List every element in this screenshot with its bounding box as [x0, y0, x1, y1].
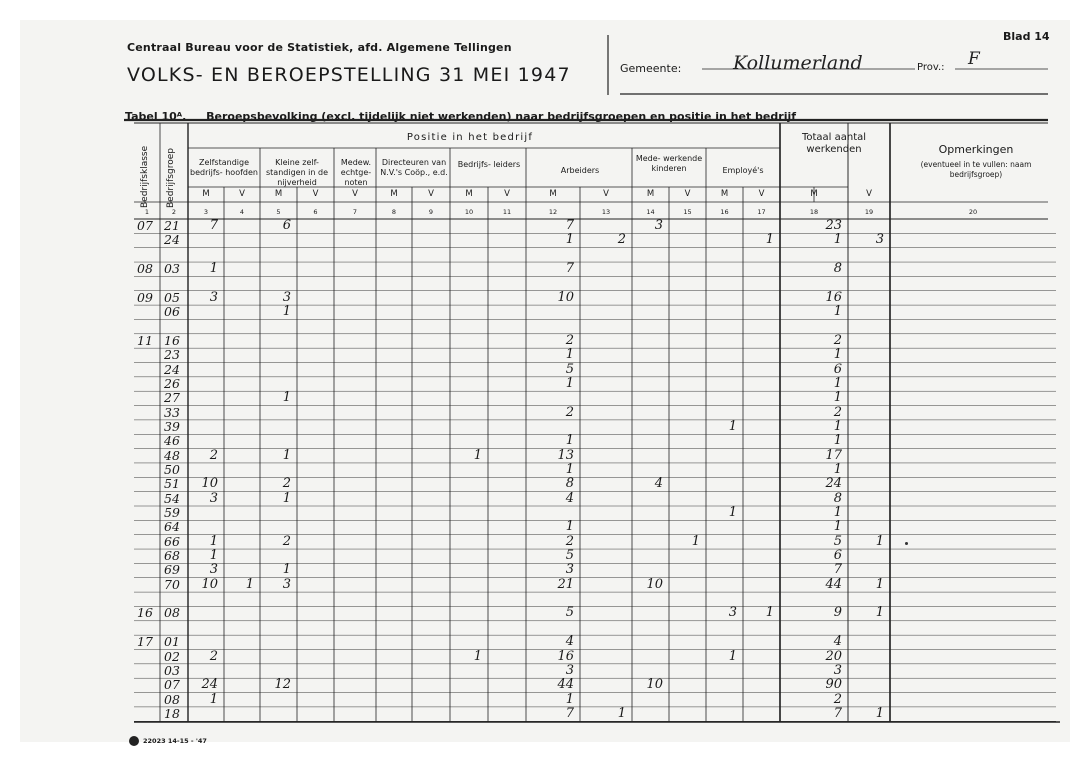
bedrijfsleiders-header: Bedrijfs- leiders — [457, 160, 521, 169]
cell-c3: 7 — [209, 218, 218, 233]
groep-code: 27 — [164, 390, 180, 406]
mv-subheader-v: V — [684, 189, 691, 199]
cell-c5: 3 — [282, 576, 291, 592]
column-number-12: 12 — [548, 208, 558, 216]
groep-code: 51 — [164, 476, 180, 492]
mv-subheader-m: M — [646, 189, 655, 199]
cell-c5: 6 — [282, 218, 291, 233]
cell-c3: 3 — [209, 289, 218, 305]
klasse-code: 09 — [137, 289, 153, 305]
cell-c14: 4 — [654, 476, 663, 492]
groep-code: 21 — [164, 218, 180, 233]
cell-c18: 8 — [833, 490, 842, 506]
cell-c12: 1 — [565, 519, 574, 535]
groep-code: 26 — [164, 375, 180, 391]
column-number-10: 10 — [464, 208, 474, 216]
cell-c19: 1 — [875, 705, 884, 721]
cell-c12: 21 — [557, 576, 574, 592]
cell-c12: 1 — [565, 347, 574, 363]
groep-code: 16 — [164, 332, 180, 348]
cell-c18: 1 — [833, 390, 842, 406]
groep-code: 03 — [164, 662, 180, 678]
mv-subheader-m: M — [810, 189, 818, 199]
cell-c5: 1 — [282, 390, 291, 406]
cell-c18: 24 — [825, 476, 842, 492]
groep-code: 08 — [164, 605, 180, 621]
klasse-code: 07 — [137, 218, 153, 233]
cell-c12: 13 — [557, 447, 574, 463]
cell-c18: 6 — [833, 361, 842, 377]
groep-code: 24 — [164, 232, 180, 248]
groep-code: 50 — [164, 461, 180, 477]
cell-c18: 3 — [833, 662, 842, 678]
cell-c18: 2 — [833, 691, 842, 707]
mv-subheader-v: V — [866, 189, 872, 199]
cell-c3: 10 — [201, 476, 218, 492]
cell-c18: 23 — [825, 218, 842, 233]
cell-c18: 7 — [833, 562, 842, 578]
cell-c12: 1 — [565, 375, 574, 391]
groep-code: 69 — [164, 562, 180, 578]
groep-code: 33 — [164, 404, 180, 420]
cell-c12: 8 — [565, 476, 574, 492]
cell-c18: 9 — [833, 605, 842, 621]
cell-c12: 5 — [565, 361, 574, 377]
employes-header: Employé's — [722, 166, 764, 175]
groep-code: 68 — [164, 548, 180, 564]
cell-c18: 1 — [833, 418, 842, 434]
cell-c3: 24 — [201, 677, 218, 693]
zelfstandige-header: Zelfstandige bedrijfs- hoofden — [190, 158, 258, 177]
sheet-number: Blad 14 — [1003, 30, 1050, 43]
groep-code: 24 — [164, 361, 180, 377]
positie-header: Positie in het bedrijf — [406, 132, 534, 143]
groep-code: 64 — [164, 519, 180, 535]
cell-c18: 8 — [833, 261, 842, 277]
cell-c12: 2 — [565, 332, 574, 348]
column-number-1: 1 — [144, 208, 150, 216]
cell-c17: 1 — [765, 232, 774, 248]
cell-c13: 1 — [617, 705, 626, 721]
mv-subheader-m: M — [390, 189, 398, 199]
cell-c12: 7 — [565, 261, 574, 277]
column-number-2: 2 — [171, 208, 177, 216]
cell-c12: 5 — [565, 605, 574, 621]
cell-c5: 3 — [282, 289, 291, 305]
groep-code: 03 — [164, 261, 180, 277]
bedrijfsgroep-header: Bedrijfsgroep — [166, 148, 176, 208]
table-title: Beroepsbevolking (excl. tijdelijk niet werkenden) naar bedrijfsgroepen en positie in het bedrijf — [206, 110, 797, 123]
cell-c12: 7 — [565, 218, 574, 233]
cell-c17: 1 — [765, 605, 774, 621]
cell-c12: 1 — [565, 461, 574, 477]
column-number-16: 16 — [720, 208, 729, 216]
cell-c3: 1 — [209, 548, 218, 564]
cell-c5: 1 — [282, 562, 291, 578]
cell-c12: 1 — [565, 691, 574, 707]
groep-code: 05 — [164, 289, 180, 305]
groep-code: 08 — [164, 691, 180, 707]
column-number-14: 14 — [646, 208, 655, 216]
column-number-4: 4 — [239, 208, 245, 216]
cell-c18: 90 — [825, 677, 842, 693]
bedrijfsklasse-header: Bedrijfsklasse — [140, 145, 150, 208]
column-number-7: 7 — [352, 208, 358, 216]
groep-code: 01 — [164, 634, 180, 650]
column-number-19: 19 — [864, 208, 874, 216]
mv-subheader-v: V — [603, 189, 609, 199]
cell-c12: 7 — [565, 705, 574, 721]
cell-c18: 1 — [833, 232, 842, 248]
mv-subheader-m: M — [720, 189, 729, 199]
cell-c18: 7 — [833, 705, 842, 721]
column-number-13: 13 — [601, 208, 611, 216]
cell-c18: 1 — [833, 519, 842, 535]
cell-c16: 1 — [728, 648, 737, 664]
groep-code: 18 — [164, 705, 180, 721]
cell-c12: 16 — [557, 648, 574, 664]
cell-c12: 2 — [565, 404, 574, 420]
cell-c18: 20 — [825, 648, 842, 664]
cell-c3: 1 — [209, 261, 218, 277]
census-title: VOLKS- EN BEROEPSTELLING 31 MEI 1947 — [127, 64, 571, 86]
directeuren-header: Directeuren van N.V.'s Coöp., e.d. — [380, 158, 448, 177]
medewerkende-kinderen-header: Mede- werkende kinderen — [635, 154, 703, 173]
cell-c12: 44 — [557, 677, 574, 693]
cell-c19: 1 — [875, 605, 884, 621]
cell-c12: 3 — [565, 662, 574, 678]
groep-code: 23 — [164, 347, 180, 363]
cell-c12: 1 — [565, 433, 574, 449]
printer-logo-icon — [129, 736, 139, 746]
opmerkingen-note: (eventueel in te vullen: naam bedrijfsgroep) — [920, 160, 1032, 179]
klasse-code: 08 — [137, 261, 153, 277]
cell-c12: 5 — [565, 548, 574, 564]
cell-c3: 1 — [209, 691, 218, 707]
organisation-line: Centraal Bureau voor de Statistiek, afd. Algemene Tellingen — [127, 41, 512, 54]
opmerkingen-header: Opmerkingen — [938, 143, 1014, 156]
cell-c16: 1 — [728, 505, 737, 520]
cell-c19: 3 — [875, 232, 884, 248]
cell-c5: 2 — [282, 476, 291, 492]
cell-c18: 17 — [825, 447, 842, 463]
cell-c10: 1 — [473, 648, 482, 664]
cell-c18: 16 — [825, 289, 842, 305]
mv-subheader-v: V — [428, 189, 434, 199]
groep-code: 59 — [164, 505, 180, 520]
mv-subheader-v: V — [758, 189, 765, 199]
cell-c18: 1 — [833, 461, 842, 477]
cell-c3: 2 — [209, 648, 218, 664]
cell-c16: 1 — [728, 418, 737, 434]
cell-c14: 10 — [646, 677, 663, 693]
groep-code: 06 — [164, 304, 180, 320]
mv-subheader-v: V — [352, 189, 358, 199]
cell-c19: 1 — [875, 533, 884, 549]
column-number-15: 15 — [683, 208, 692, 216]
cell-c13: 2 — [617, 232, 626, 248]
cell-c18: 44 — [825, 576, 842, 592]
cell-c19: 1 — [875, 576, 884, 592]
klasse-code: 16 — [137, 605, 153, 621]
column-number-8: 8 — [391, 208, 397, 216]
column-number-3: 3 — [203, 208, 209, 216]
gemeente-label: Gemeente: — [620, 62, 682, 75]
cell-c18: 4 — [833, 634, 842, 650]
cell-c12: 10 — [557, 289, 574, 305]
gemeente-value: Kollumerland — [733, 52, 863, 74]
cell-c3: 3 — [209, 490, 218, 506]
cell-c15: 1 — [691, 533, 700, 549]
groep-code: 46 — [164, 433, 180, 449]
cell-c12: 3 — [565, 562, 574, 578]
column-number-18: 18 — [809, 208, 819, 216]
column-number-5: 5 — [276, 208, 281, 216]
klasse-code: 17 — [137, 634, 153, 650]
column-number-20: 20 — [968, 208, 978, 216]
cell-c18: 1 — [833, 375, 842, 391]
cell-c16: 3 — [728, 605, 737, 621]
mv-subheader-v: V — [239, 189, 245, 199]
cell-c14: 3 — [654, 218, 663, 233]
province-value: F — [968, 49, 980, 69]
cell-c18: 1 — [833, 433, 842, 449]
cell-c12: 4 — [565, 490, 574, 506]
groep-code: 07 — [164, 677, 180, 693]
medew-echtgenoten-header: Medew. echtge- noten — [340, 158, 372, 187]
cell-c12: 1 — [565, 232, 574, 248]
groep-code: 39 — [164, 418, 180, 434]
cell-c18: 2 — [833, 404, 842, 420]
cell-c5: 1 — [282, 304, 291, 320]
mv-subheader-v: V — [312, 189, 319, 199]
cell-c3: 3 — [209, 562, 218, 578]
cell-c14: 10 — [646, 576, 663, 592]
cell-c5: 1 — [282, 447, 291, 463]
groep-code: 02 — [164, 648, 180, 664]
kleine-zelfstandigen-header: Kleine zelf- standigen in de nijverheid — [265, 158, 329, 187]
cell-c18: 6 — [833, 548, 842, 564]
groep-code: 66 — [164, 533, 180, 549]
cell-c18: 1 — [833, 304, 842, 320]
cell-c12: 2 — [565, 533, 574, 549]
groep-code: 48 — [164, 447, 180, 463]
printer-code: 22023 14-15 - '47 — [143, 737, 207, 745]
cell-c10: 1 — [473, 447, 482, 463]
column-number-9: 9 — [428, 208, 434, 216]
groep-code: 70 — [164, 576, 180, 592]
province-label: Prov.: — [917, 62, 945, 73]
cell-c5: 12 — [274, 677, 291, 693]
mv-subheader-m: M — [274, 189, 283, 199]
cell-c3: 2 — [209, 447, 218, 463]
cell-c3: 1 — [209, 533, 218, 549]
cell-c12: 4 — [565, 634, 574, 650]
cell-c3: 10 — [201, 576, 218, 592]
mv-subheader-v: V — [504, 189, 510, 199]
klasse-code: 11 — [137, 332, 153, 348]
mv-subheader-m: M — [202, 189, 210, 199]
cell-c18: 2 — [833, 332, 842, 348]
mv-subheader-m: M — [465, 189, 473, 199]
cell-c5: 2 — [282, 533, 291, 549]
cell-c4: 1 — [245, 576, 254, 592]
ink-dot — [905, 542, 908, 545]
groep-code: 54 — [164, 490, 180, 506]
arbeiders-header: Arbeiders — [560, 166, 600, 175]
table-number: Tabel 10ᴬ. — [125, 110, 187, 123]
mv-subheader-m: M — [549, 189, 557, 199]
column-number-17: 17 — [757, 208, 766, 216]
cell-c18: 1 — [833, 505, 842, 520]
column-number-6: 6 — [313, 208, 318, 216]
printer-mark — [129, 736, 207, 746]
column-number-11: 11 — [502, 208, 512, 216]
cell-c5: 1 — [282, 490, 291, 506]
cell-c18: 5 — [833, 533, 842, 549]
cell-c18: 1 — [833, 347, 842, 363]
totaal-header: Totaal aantal werkenden — [801, 132, 867, 155]
